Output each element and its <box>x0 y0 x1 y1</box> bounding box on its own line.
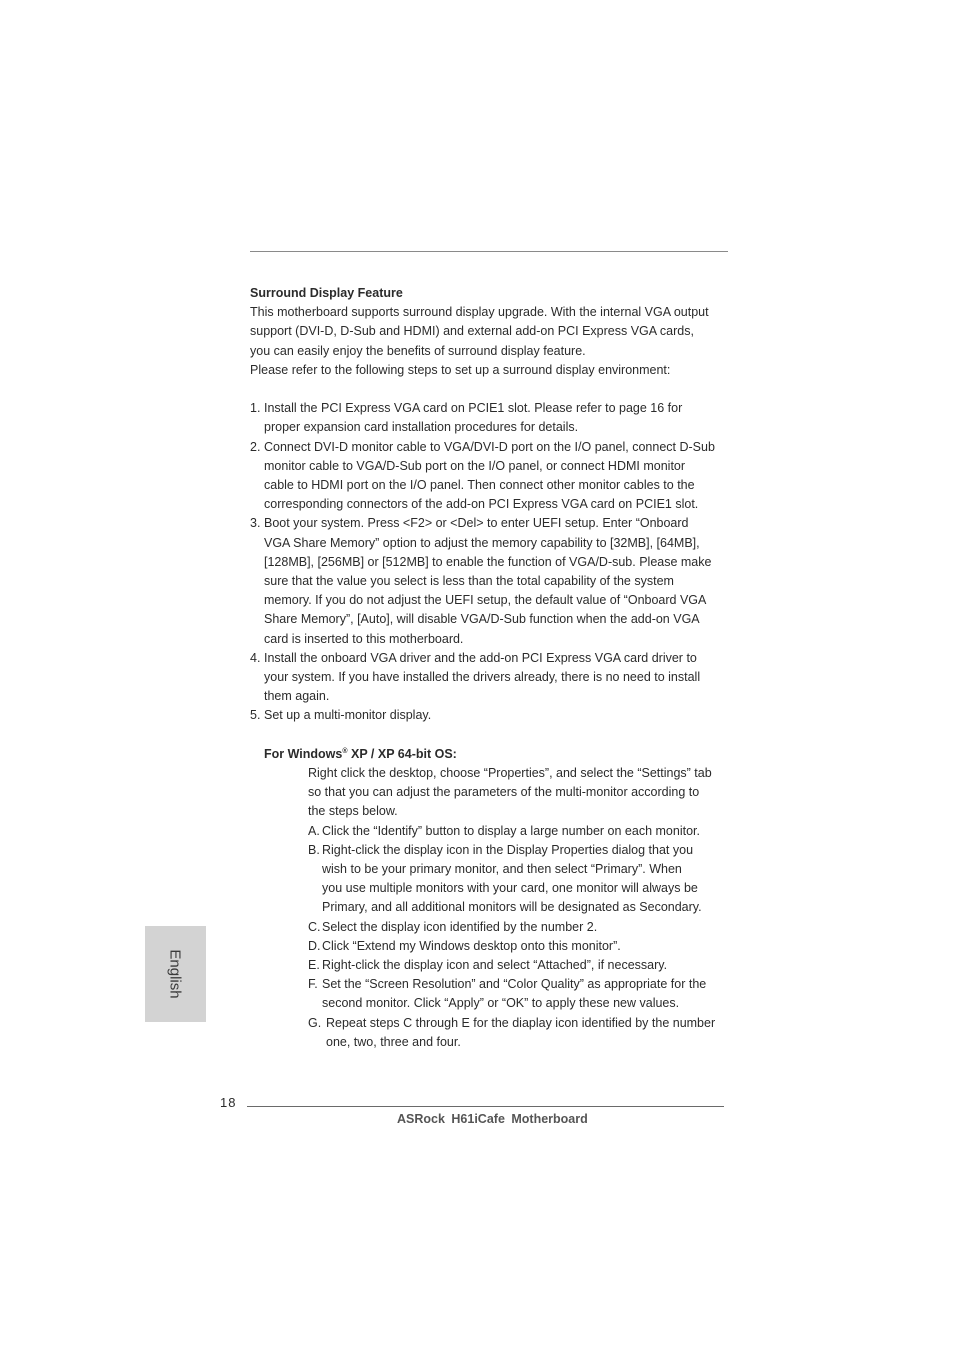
sub-step-g <box>308 1014 730 1052</box>
windows-xp-section <box>264 745 730 1052</box>
step-3 <box>250 514 730 648</box>
step-line: VGA Share Memory” option to adjust the memory capability to [32MB], [64MB], <box>264 535 700 550</box>
sub-step-line: Set the “Screen Resolution” and “Color Quality” as appropriate for the <box>322 977 707 992</box>
spacer <box>250 726 730 745</box>
setup-steps-list <box>250 399 730 725</box>
step-line: your system. If you have installed the drivers already, there is no need to install <box>264 670 701 685</box>
intro-line-2: support (DVI-D, D-Sub and HDMI) and external add-on PCI Express VGA cards, <box>250 324 694 339</box>
os-section-body <box>308 764 730 1052</box>
sub-step-c <box>308 918 730 937</box>
sub-step-line: you use multiple monitors with your card, one monitor will always be <box>322 881 698 896</box>
sub-step-letter: C. <box>308 919 321 934</box>
step-line: Boot your system. Press <F2> or <Del> to enter UEFI setup. Enter “Onboard <box>264 516 689 531</box>
os-intro-line: Right click the desktop, choose “Properties”, and select the “Settings” tab <box>308 766 712 781</box>
step-line: proper expansion card installation procedures for details. <box>264 420 579 435</box>
sub-step-a <box>308 822 730 841</box>
step-line: them again. <box>264 689 330 704</box>
step-line: memory. If you do not adjust the UEFI setup, the default value of “Onboard VGA <box>264 593 707 608</box>
sub-step-letter: G. <box>308 1015 322 1030</box>
header-divider <box>250 251 728 252</box>
footer-divider <box>247 1106 724 1107</box>
step-line: Share Memory”, [Auto], will disable VGA/D-Sub function when the add-on VGA <box>264 612 700 627</box>
sub-step-line: second monitor. Click “Apply” or “OK” to apply these new values. <box>322 996 680 1011</box>
sub-step-line: Right-click the display icon and select “Attached”, if necessary. <box>322 958 668 973</box>
sub-step-line: Click the “Identify” button to display a large number on each monitor. <box>322 823 700 838</box>
step-line: Install the PCI Express VGA card on PCIE1 slot. Please refer to page 16 for <box>264 401 683 416</box>
page-number: 18 <box>220 1095 237 1110</box>
footer-product-title: ASRock H61iCafe Motherboard <box>397 1112 588 1126</box>
step-4 <box>250 649 730 707</box>
sub-step-b <box>308 841 730 918</box>
sub-step-line: Click “Extend my Windows desktop onto this monitor”. <box>322 938 621 953</box>
sub-step-line: Select the display icon identified by the number 2. <box>322 919 598 934</box>
step-line: Set up a multi-monitor display. <box>264 708 432 723</box>
sub-step-letter: D. <box>308 938 321 953</box>
step-line: cable to HDMI port on the I/O panel. Then connect other monitor cables to the <box>264 478 695 493</box>
sub-step-letter: E. <box>308 958 320 973</box>
intro-line-4: Please refer to the following steps to set up a surround display environment: <box>250 362 671 377</box>
step-number: 1. <box>250 401 261 416</box>
step-number: 2. <box>250 439 261 454</box>
step-2 <box>250 438 730 515</box>
step-5 <box>250 706 730 725</box>
language-side-tab <box>145 926 206 1022</box>
sub-step-e <box>308 956 730 975</box>
os-title-prefix: For Windows <box>264 746 343 761</box>
sub-step-letter: A. <box>308 823 320 838</box>
registered-mark: ® <box>342 747 348 755</box>
step-line: card is inserted to this motherboard. <box>264 631 464 646</box>
step-number: 5. <box>250 708 261 723</box>
page-content <box>250 284 730 1052</box>
intro-line-1: This motherboard supports surround display upgrade. With the internal VGA output <box>250 305 709 320</box>
step-number: 3. <box>250 516 261 531</box>
sub-step-line: wish to be your primary monitor, and then select “Primary”. When <box>322 862 682 877</box>
sub-step-line: Right-click the display icon in the Display Properties dialog that you <box>322 842 694 857</box>
os-title-suffix: XP / XP 64-bit OS: <box>347 746 457 761</box>
step-line: Install the onboard VGA driver and the add-on PCI Express VGA card driver to <box>264 650 697 665</box>
sub-step-f <box>308 975 730 1013</box>
intro-line-3: you can easily enjoy the benefits of surround display feature. <box>250 343 586 358</box>
language-tab-label: English <box>166 949 184 999</box>
os-section-title <box>264 745 730 764</box>
step-line: [128MB], [256MB] or [512MB] to enable the function of VGA/D-sub. Please make <box>264 554 712 569</box>
sub-step-line: Repeat steps C through E for the diaplay icon identified by the number <box>326 1015 716 1030</box>
step-line: corresponding connectors of the add-on PCI Express VGA card on PCIE1 slot. <box>264 497 699 512</box>
sub-step-line: one, two, three and four. <box>326 1034 461 1049</box>
step-line: Connect DVI-D monitor cable to VGA/DVI-D port on the I/O panel, connect D-Sub <box>264 439 715 454</box>
sub-step-d <box>308 937 730 956</box>
step-line: monitor cable to VGA/D-Sub port on the I/O panel, or connect HDMI monitor <box>264 458 686 473</box>
sub-step-letter: F. <box>308 977 318 992</box>
step-number: 4. <box>250 650 261 665</box>
section-title: Surround Display Feature <box>250 286 403 300</box>
step-1 <box>250 399 730 437</box>
os-intro-line: so that you can adjust the parameters of the multi-monitor according to <box>308 785 700 800</box>
step-line: sure that the value you select is less than the total capability of the system <box>264 574 674 589</box>
sub-step-line: Primary, and all additional monitors will be designated as Secondary. <box>322 900 702 915</box>
spacer <box>250 380 730 399</box>
os-sub-steps-list <box>308 822 730 1052</box>
sub-step-letter: B. <box>308 842 320 857</box>
os-intro-line: the steps below. <box>308 804 398 819</box>
